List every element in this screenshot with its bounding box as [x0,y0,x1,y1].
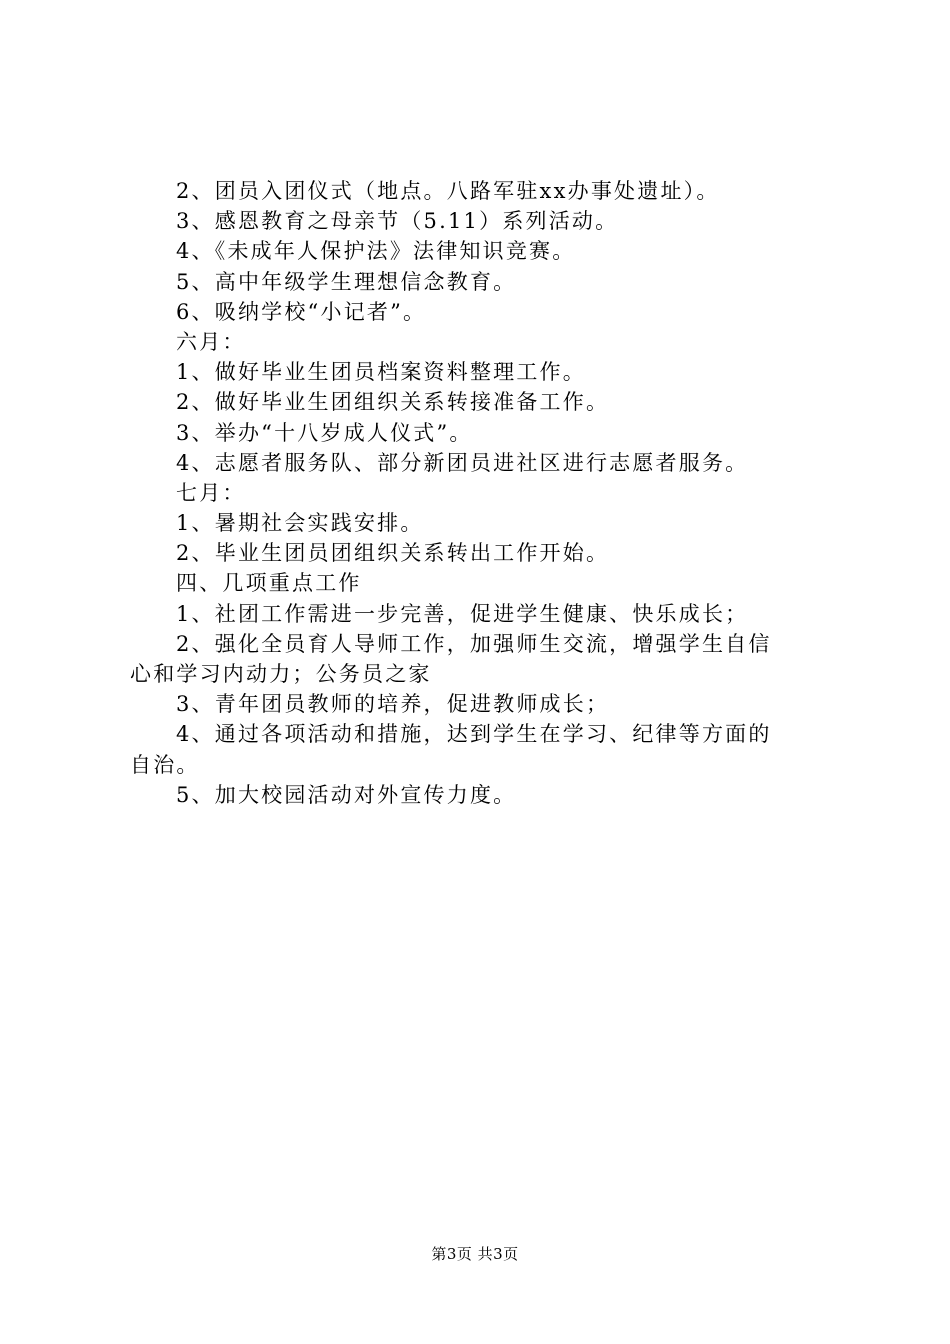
text-line: 5、加大校园活动对外宣传力度。 [176,782,517,807]
text-line: 4、通过各项活动和措施，达到学生在学习、纪律等方面的 [176,722,772,747]
text-line: 6、吸纳学校“小记者”。 [176,299,427,324]
document-body [130,176,830,810]
text-line: 3、感恩教育之母亲节（5.11）系列活动。 [176,209,619,234]
text-line: 5、高中年级学生理想信念教育。 [176,269,517,294]
section-heading-june: 六月： [176,329,246,354]
text-line: 3、举办“十八岁成人仪式”。 [176,420,473,445]
text-line-continuation: 自治。 [130,752,200,777]
page-number-footer: 第3页 共3页 [431,1245,519,1263]
text-line: 2、毕业生团员团组织关系转出工作开始。 [176,541,610,566]
text-line: 1、暑期社会实践安排。 [176,511,424,536]
text-line: 2、强化全员育人导师工作，加强师生交流，增强学生自信 [176,631,772,656]
text-line: 1、社团工作需进一步完善，促进学生健康、快乐成长； [176,601,749,626]
text-line: 4、志愿者服务队、部分新团员进社区进行志愿者服务。 [176,450,749,475]
text-line: 1、做好毕业生团员档案资料整理工作。 [176,360,586,385]
text-line: 3、青年团员教师的培养，促进教师成长； [176,692,610,717]
text-line: 2、团员入团仪式（地点。八路军驻xx办事处遗址）。 [176,179,720,203]
text-line: 2、做好毕业生团组织关系转接准备工作。 [176,390,610,415]
section-heading-key-work: 四、几项重点工作 [176,571,362,596]
text-line-continuation: 心和学习内动力；公务员之家 [130,662,432,686]
text-line: 4、《未成年人保护法》法律知识竞赛。 [176,239,576,264]
section-heading-july: 七月： [176,480,246,505]
